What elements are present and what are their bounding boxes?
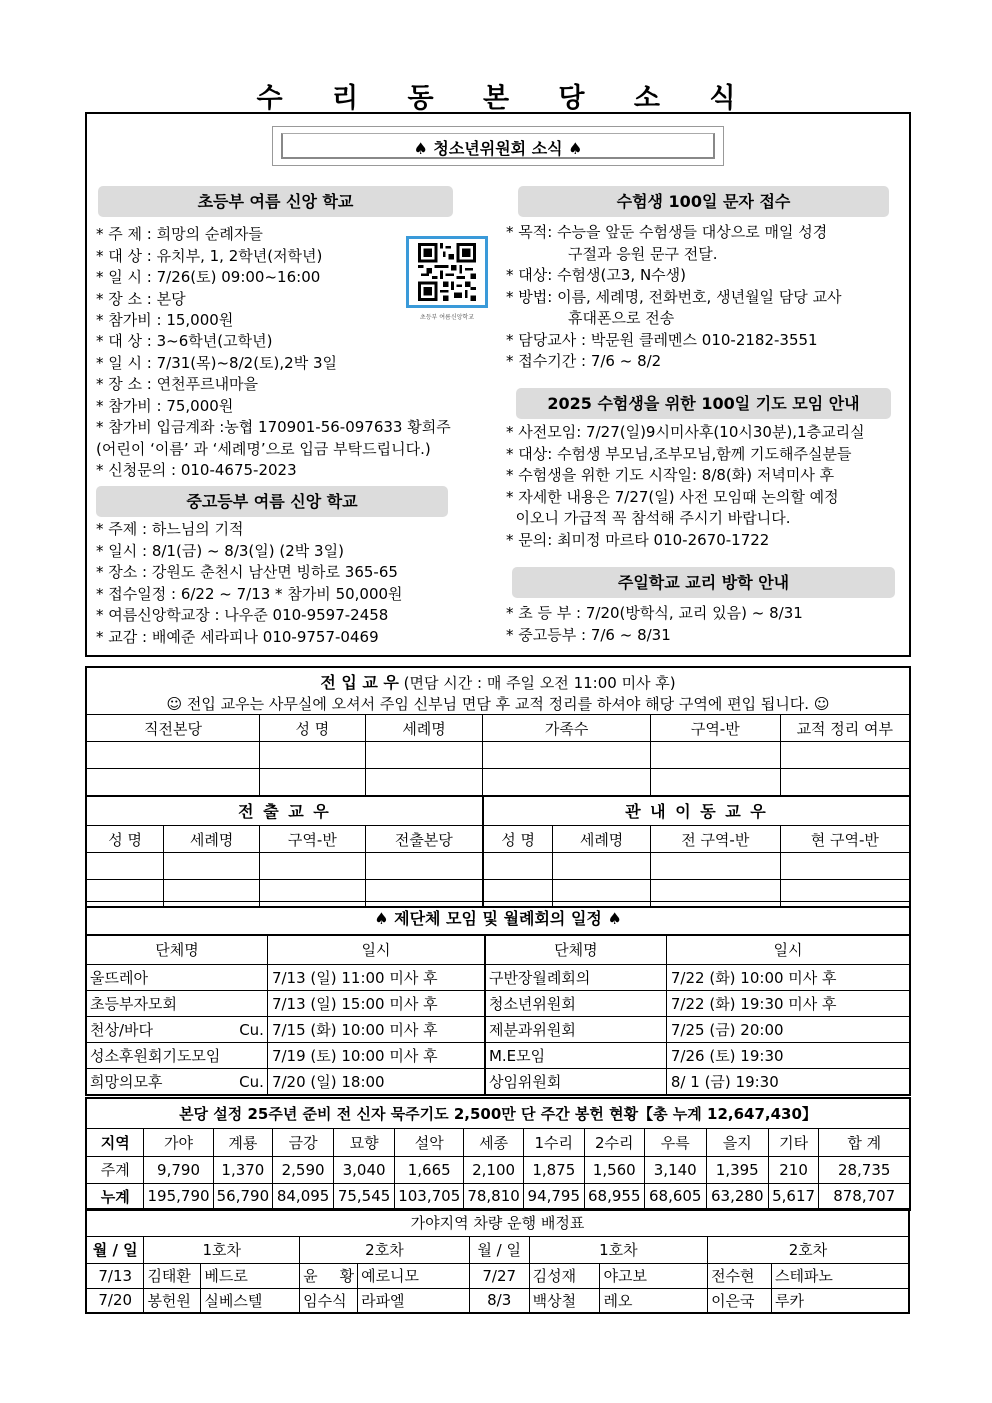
cell: 75,545 bbox=[334, 1183, 395, 1210]
info-line: * 일시 : 8/1(금) ~ 8/3(일) (2박 3일) bbox=[96, 541, 344, 560]
qr-caption: 초등부 여름신앙학교 bbox=[419, 314, 475, 321]
date: 7/13 bbox=[86, 1263, 144, 1288]
youth-banner-title: ♠ 청소년위원회 소식 ♠ bbox=[413, 139, 583, 158]
cell[interactable] bbox=[86, 853, 164, 880]
driver-name: 전수현 bbox=[708, 1263, 772, 1288]
exam-text-info bbox=[506, 222, 842, 373]
col-header: 1호차 bbox=[144, 1236, 300, 1263]
rosary-header-row bbox=[86, 1128, 910, 1156]
info-line: * 대 상 : 유치부, 1, 2학년(저학년) bbox=[96, 246, 323, 265]
cell: 103,705 bbox=[395, 1183, 464, 1210]
baptismal-name: 스테파노 bbox=[771, 1263, 909, 1288]
elem-school-lower-info bbox=[96, 224, 322, 332]
cell[interactable] bbox=[365, 769, 483, 796]
col-header: 성 명 bbox=[260, 715, 366, 742]
cell[interactable] bbox=[780, 853, 910, 880]
baptismal-name: 라파엘 bbox=[358, 1288, 470, 1313]
meeting-time: 7/25 (금) 20:00 bbox=[666, 1017, 910, 1043]
cell: 3,140 bbox=[644, 1156, 706, 1183]
driver-name: 이은국 bbox=[708, 1288, 772, 1313]
group-name: 청소년위원회 bbox=[485, 991, 666, 1017]
youth-committee-news bbox=[85, 112, 911, 657]
group-name: 희망의모후 Cu. bbox=[86, 1069, 267, 1095]
cell: 2,590 bbox=[273, 1156, 334, 1183]
col-header: 우륵 bbox=[644, 1128, 706, 1156]
col-header: 일시 bbox=[666, 935, 910, 965]
info-line: * 접수기간 : 7/6 ~ 8/2 bbox=[506, 352, 662, 370]
col-header: 기타 bbox=[768, 1128, 819, 1156]
col-header: 월 / 일 bbox=[469, 1236, 529, 1263]
cell[interactable] bbox=[260, 853, 366, 880]
info-line: * 방법: 이름, 세례명, 전화번호, 생년월일 담당 교사 bbox=[506, 287, 842, 306]
rosary-title: 본당 설정 25주년 준비 전 신자 묵주기도 2,500만 단 주간 봉헌 현황【총 누계 12,647,430】 bbox=[86, 1098, 910, 1128]
info-line: 휴대폰으로 전송 bbox=[568, 309, 675, 327]
mid-high-school-heading: 중고등부 여름 신앙 학교 bbox=[96, 486, 448, 517]
date: 7/27 bbox=[469, 1263, 529, 1288]
transfer-in-row bbox=[86, 769, 910, 796]
col-header: 가야 bbox=[144, 1128, 213, 1156]
meeting-time: 7/22 (화) 19:30 미사 후 bbox=[666, 991, 910, 1017]
info-line: * 자세한 내용은 7/27(일) 사전 모임때 논의할 예정 bbox=[506, 487, 839, 506]
baptismal-name: 베드로 bbox=[201, 1263, 300, 1288]
transfer-out-title: 전 출 교 우 bbox=[86, 796, 483, 826]
row-label: 누계 bbox=[86, 1183, 144, 1210]
baptismal-name: 루카 bbox=[771, 1288, 909, 1313]
cell: 68,605 bbox=[644, 1183, 706, 1210]
col-header: 세례명 bbox=[553, 826, 651, 853]
schedule-row bbox=[86, 1043, 910, 1069]
baptismal-name: 레오 bbox=[600, 1288, 708, 1313]
schedule-row bbox=[86, 991, 910, 1017]
vehicle-row bbox=[86, 1263, 909, 1288]
col-header: 직전본당 bbox=[86, 715, 260, 742]
cell[interactable] bbox=[86, 742, 260, 769]
cell: 1,560 bbox=[584, 1156, 644, 1183]
transfer-row bbox=[86, 853, 910, 880]
col-header: 세례명 bbox=[164, 826, 260, 853]
rosary-weekly-row bbox=[86, 1156, 910, 1183]
vehicle-row bbox=[86, 1288, 909, 1313]
info-line: * 일 시 : 7/26(토) 09:00~16:00 bbox=[96, 268, 321, 286]
date: 7/20 bbox=[86, 1288, 144, 1313]
baptismal-name: 야고보 bbox=[600, 1263, 708, 1288]
col-header: 1호차 bbox=[529, 1236, 707, 1263]
meeting-time: 7/19 (토) 10:00 미사 후 bbox=[267, 1043, 485, 1069]
col-header: 계룡 bbox=[213, 1128, 272, 1156]
qr-code[interactable] bbox=[406, 236, 488, 308]
info-line: * 참가비 : 75,000원 bbox=[96, 396, 234, 415]
info-line: * 대상: 수험생(고3, N수생) bbox=[506, 266, 687, 284]
meeting-time: 7/26 (토) 19:30 bbox=[666, 1043, 910, 1069]
col-header: 세종 bbox=[464, 1128, 523, 1156]
cell[interactable] bbox=[260, 769, 366, 796]
group-name: M.E모임 bbox=[485, 1043, 666, 1069]
elem-school-heading: 초등부 여름 신앙 학교 bbox=[98, 186, 453, 217]
col-header: 현 구역-반 bbox=[780, 826, 910, 853]
info-line: * 주제 : 하느님의 기적 bbox=[96, 520, 244, 538]
info-line: * 대 상 : 3~6학년(고학년) bbox=[96, 332, 273, 350]
meeting-time: 7/22 (화) 10:00 미사 후 bbox=[666, 965, 910, 991]
col-header: 전 구역-반 bbox=[650, 826, 780, 853]
cell: 5,617 bbox=[768, 1183, 819, 1210]
sunday-school-info bbox=[506, 603, 803, 646]
cell: 56,790 bbox=[213, 1183, 272, 1210]
col-header: 세례명 bbox=[365, 715, 483, 742]
col-header: 단체명 bbox=[86, 935, 267, 965]
cell[interactable] bbox=[780, 769, 910, 796]
col-header: 성 명 bbox=[483, 826, 553, 853]
driver-name: 윤 황 bbox=[300, 1263, 358, 1288]
vehicle-assignment-table bbox=[85, 1208, 910, 1314]
cell[interactable] bbox=[483, 742, 651, 769]
info-line: * 신청문의 : 010-4675-2023 bbox=[96, 461, 297, 479]
exam-prayer-heading: 2025 수험생을 위한 100일 기도 모임 안내 bbox=[516, 388, 891, 419]
col-header: 합 계 bbox=[819, 1128, 910, 1156]
info-line: * 접수일정 : 6/22 ~ 7/13 * 참가비 50,000원 bbox=[96, 584, 403, 603]
cell: 1,370 bbox=[213, 1156, 272, 1183]
cell[interactable] bbox=[483, 769, 651, 796]
col-header: 2호차 bbox=[300, 1236, 470, 1263]
driver-name: 김성재 bbox=[529, 1263, 600, 1288]
cell[interactable] bbox=[553, 853, 651, 880]
mid-high-school-info bbox=[96, 519, 403, 648]
col-header: 구역-반 bbox=[260, 826, 366, 853]
driver-name: 봉헌원 bbox=[144, 1288, 201, 1313]
driver-name: 김태환 bbox=[144, 1263, 201, 1288]
info-line: * 장 소 : 본당 bbox=[96, 289, 186, 308]
cell: 3,040 bbox=[334, 1156, 395, 1183]
driver-name: 백상철 bbox=[529, 1288, 600, 1313]
rosary-cumulative-row bbox=[86, 1183, 910, 1210]
info-line: * 교감 : 배예준 세라피나 010-9757-0469 bbox=[96, 627, 379, 646]
group-name: 구반장월례회의 bbox=[485, 965, 666, 991]
vehicle-title: 가야지역 차량 운행 배정표 bbox=[86, 1209, 909, 1236]
schedule-title: ♠ 제단체 모임 및 월례회의 일정 ♠ bbox=[86, 902, 910, 935]
col-header: 설악 bbox=[395, 1128, 464, 1156]
meeting-time: 7/20 (일) 18:00 bbox=[267, 1069, 485, 1095]
meeting-time: 7/13 (일) 15:00 미사 후 bbox=[267, 991, 485, 1017]
cell: 210 bbox=[768, 1156, 819, 1183]
col-header: 금강 bbox=[273, 1128, 334, 1156]
info-line: * 장 소 : 연천푸르내마을 bbox=[96, 375, 259, 393]
col-header: 2호차 bbox=[708, 1236, 909, 1263]
cell: 1,875 bbox=[523, 1156, 584, 1183]
col-header: 1수리 bbox=[523, 1128, 584, 1156]
info-line: * 초 등 부 : 7/20(방학식, 교리 있음) ~ 8/31 bbox=[506, 604, 803, 622]
info-line: * 목적: 수능을 앞둔 수험생들 대상으로 매일 성경 bbox=[506, 223, 828, 241]
sunday-school-heading: 주일학교 교리 방학 안내 bbox=[512, 567, 895, 598]
schedule-row bbox=[86, 1017, 910, 1043]
info-line: * 담당교사 : 박문원 클레멘스 010-2182-3551 bbox=[506, 330, 818, 349]
col-header: 2수리 bbox=[584, 1128, 644, 1156]
transfer-in-row bbox=[86, 742, 910, 769]
exam-text-heading: 수험생 100일 문자 접수 bbox=[518, 186, 889, 217]
cell: 78,810 bbox=[464, 1183, 523, 1210]
cell: 2,100 bbox=[464, 1156, 523, 1183]
cell: 878,707 bbox=[819, 1183, 910, 1210]
info-line: * 일 시 : 7/31(목)~8/2(토),2박 3일 bbox=[96, 353, 337, 372]
info-line: * 사전모임: 7/27(일)9시미사후(10시30분),1층교리실 bbox=[506, 423, 865, 441]
cell: 63,280 bbox=[706, 1183, 768, 1210]
baptismal-name: 실베스텔 bbox=[201, 1288, 300, 1313]
info-line: * 장소 : 강원도 춘천시 남산면 빙하로 365-65 bbox=[96, 563, 398, 581]
schedule-row bbox=[86, 1069, 910, 1095]
col-header: 단체명 bbox=[485, 935, 666, 965]
info-line: 구절과 응원 문구 전달. bbox=[568, 244, 718, 263]
info-line: * 수험생을 위한 기도 시작일: 8/8(화) 저녁미사 후 bbox=[506, 466, 835, 484]
cell[interactable] bbox=[650, 769, 780, 796]
group-name: 초등부자모회 bbox=[86, 991, 267, 1017]
parish-members-table bbox=[85, 666, 911, 908]
transfer-in-title-row bbox=[86, 667, 910, 693]
internal-move-title: 관 내 이 동 교 우 bbox=[483, 796, 910, 826]
cell: 68,955 bbox=[584, 1183, 644, 1210]
col-header: 구역-반 bbox=[650, 715, 780, 742]
col-header: 묘향 bbox=[334, 1128, 395, 1156]
qr-code-icon bbox=[413, 243, 481, 301]
cell[interactable] bbox=[483, 853, 553, 880]
cell: 9,790 bbox=[144, 1156, 213, 1183]
cell[interactable] bbox=[365, 853, 483, 880]
col-header: 월 / 일 bbox=[86, 1236, 144, 1263]
info-line: * 참가비 : 15,000원 bbox=[96, 311, 234, 329]
info-line: (어린이 ‘이름’ 과 ‘세례명’으로 입금 부탁드립니다.) bbox=[96, 439, 431, 458]
col-header: 가족수 bbox=[483, 715, 651, 742]
info-line: * 주 제 : 희망의 순례자들 bbox=[96, 225, 263, 243]
page-title: 수 리 동 본 당 소 식 bbox=[256, 83, 756, 114]
youth-banner bbox=[272, 126, 724, 166]
exam-prayer-info bbox=[506, 422, 865, 551]
transfer-in-title: 전 입 교 우 bbox=[320, 673, 399, 692]
meeting-time: 7/13 (일) 11:00 미사 후 bbox=[267, 965, 485, 991]
elem-school-upper-info bbox=[96, 331, 451, 482]
col-header: 지역 bbox=[86, 1128, 144, 1156]
info-line: 이오니 가급적 꼭 참석해 주시기 바랍니다. bbox=[506, 509, 791, 527]
transfer-in-subtitle: (면담 시간 : 매 주일 오전 11:00 미사 후) bbox=[398, 674, 676, 692]
info-line: * 여름신앙학교장 : 나우준 010-9597-2458 bbox=[96, 606, 389, 624]
col-header: 성 명 bbox=[86, 826, 164, 853]
group-name: 제분과위원회 bbox=[485, 1017, 666, 1043]
group-name: 천상/바다 Cu. bbox=[86, 1017, 267, 1043]
col-header: 을지 bbox=[706, 1128, 768, 1156]
date: 8/3 bbox=[469, 1288, 529, 1313]
cell: 195,790 bbox=[144, 1183, 213, 1210]
col-header: 전출본당 bbox=[365, 826, 483, 853]
cell: 1,395 bbox=[706, 1156, 768, 1183]
info-line: * 문의: 최미정 마르타 010-2670-1722 bbox=[506, 530, 770, 549]
row-label: 주계 bbox=[86, 1156, 144, 1183]
rosary-offering-table bbox=[85, 1097, 911, 1211]
cell[interactable] bbox=[86, 769, 260, 796]
info-line: * 참가비 입금계좌 :농협 170901-56-097633 황희주 bbox=[96, 418, 451, 436]
cell: 84,095 bbox=[273, 1183, 334, 1210]
cell[interactable] bbox=[164, 853, 260, 880]
schedule-table bbox=[85, 901, 911, 1096]
schedule-row bbox=[86, 965, 910, 991]
info-line: * 대상: 수험생 부모님,조부모님,함께 기도해주실분들 bbox=[506, 444, 852, 463]
cell[interactable] bbox=[365, 742, 483, 769]
group-name: 울뜨레아 bbox=[86, 965, 267, 991]
cell: 28,735 bbox=[819, 1156, 910, 1183]
driver-name: 임수식 bbox=[300, 1288, 358, 1313]
cell: 94,795 bbox=[523, 1183, 584, 1210]
col-header: 교적 정리 여부 bbox=[780, 715, 910, 742]
baptismal-name: 예로니모 bbox=[358, 1263, 470, 1288]
cell[interactable] bbox=[650, 742, 780, 769]
info-line: * 중고등부 : 7/6 ~ 8/31 bbox=[506, 625, 671, 644]
cell[interactable] bbox=[780, 742, 910, 769]
cell: 1,665 bbox=[395, 1156, 464, 1183]
cell[interactable] bbox=[260, 742, 366, 769]
meeting-time: 7/15 (화) 10:00 미사 후 bbox=[267, 1017, 485, 1043]
transfer-in-notice: ☺ 전입 교우는 사무실에 오셔서 주임 신부님 면담 후 교적 정리를 하셔야 해당 구역에 편입 됩니다. ☺ bbox=[86, 693, 910, 715]
meeting-time: 8/ 1 (금) 19:30 bbox=[666, 1069, 910, 1095]
col-header: 일시 bbox=[267, 935, 485, 965]
group-name: 성소후원회기도모임 bbox=[86, 1043, 267, 1069]
group-name: 상임위원회 bbox=[485, 1069, 666, 1095]
cell[interactable] bbox=[650, 853, 780, 880]
